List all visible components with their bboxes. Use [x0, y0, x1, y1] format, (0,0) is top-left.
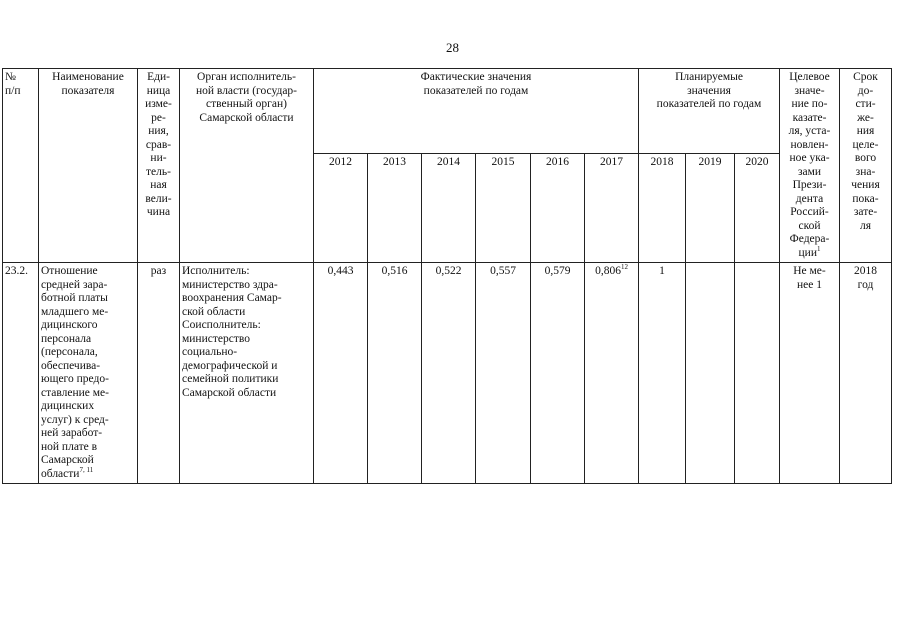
row-planned-value [735, 263, 780, 484]
row-executive-body: Исполнитель: министерство здра- воохранения Самар- ской области Соисполнитель: министерство социально- демографической и семейной политики Самарской области [180, 263, 314, 484]
header-deadline: Срок до- сти- же- ния целе- вого зна- чения пока- зате- ля [840, 69, 892, 263]
row-actual-value-2017: 0,806$^{12}$ [585, 263, 639, 484]
row-deadline: 2018 год [840, 263, 892, 484]
header-row-top [3, 69, 892, 154]
header-year: 2018 [639, 153, 686, 262]
header-year: 2017 [585, 153, 639, 262]
page-number: 28 [446, 40, 459, 55]
row-unit: раз [138, 263, 180, 484]
row-actual-value: 0,516 [368, 263, 422, 484]
target-value-footnote: 1 [816, 244, 821, 253]
row-planned-value: 1 [639, 263, 686, 484]
header-year: 2013 [368, 153, 422, 262]
header-year: 2015 [476, 153, 531, 262]
row-target-value: Не ме- нее 1 [780, 263, 840, 484]
row-actual-value: 0,579 [531, 263, 585, 484]
header-unit: Еди- ница изме- ре- ния, срав- ни- тель- ная вели- чина [138, 69, 180, 263]
header-indicator-name: Наименование показателя [39, 69, 138, 263]
header-year: 2019 [686, 153, 735, 262]
indicators-table [2, 68, 892, 484]
header-num: № п/п [3, 69, 39, 263]
row-indicator-name: Отношение средней зара- ботной платы младшего ме- дицинского персонала (персонала, обеспечива- ющего предо- ставление ме- дицинских услуг) к сред- ней заработ- ной плате в Самарской области$^{7, 11}$ [39, 263, 138, 484]
indicator-footnote: 7, 11 [79, 465, 94, 474]
header-year: 2012 [314, 153, 368, 262]
header-actual-group: Фактические значения показателей по годам [314, 69, 639, 154]
header-year: 2020 [735, 153, 780, 262]
row-planned-value [686, 263, 735, 484]
row-actual-value: 0,443 [314, 263, 368, 484]
header-planned-group: Планируемые значения показателей по годам [639, 69, 780, 154]
header-year: 2016 [531, 153, 585, 262]
table-row [3, 263, 892, 484]
value-footnote: 12 [620, 263, 628, 272]
header-year: 2014 [422, 153, 476, 262]
row-actual-value: 0,557 [476, 263, 531, 484]
row-num: 23.2. [3, 263, 39, 484]
row-actual-value: 0,522 [422, 263, 476, 484]
header-target-value: Целевое значе- ние по- казате- ля, уста- новлен- ное ука- зами Прези- дента Россий- ской Федера- ции$^1$ [780, 69, 840, 263]
header-executive-body: Орган исполнитель- ной власти (государ- ственный орган) Самарской области [180, 69, 314, 263]
